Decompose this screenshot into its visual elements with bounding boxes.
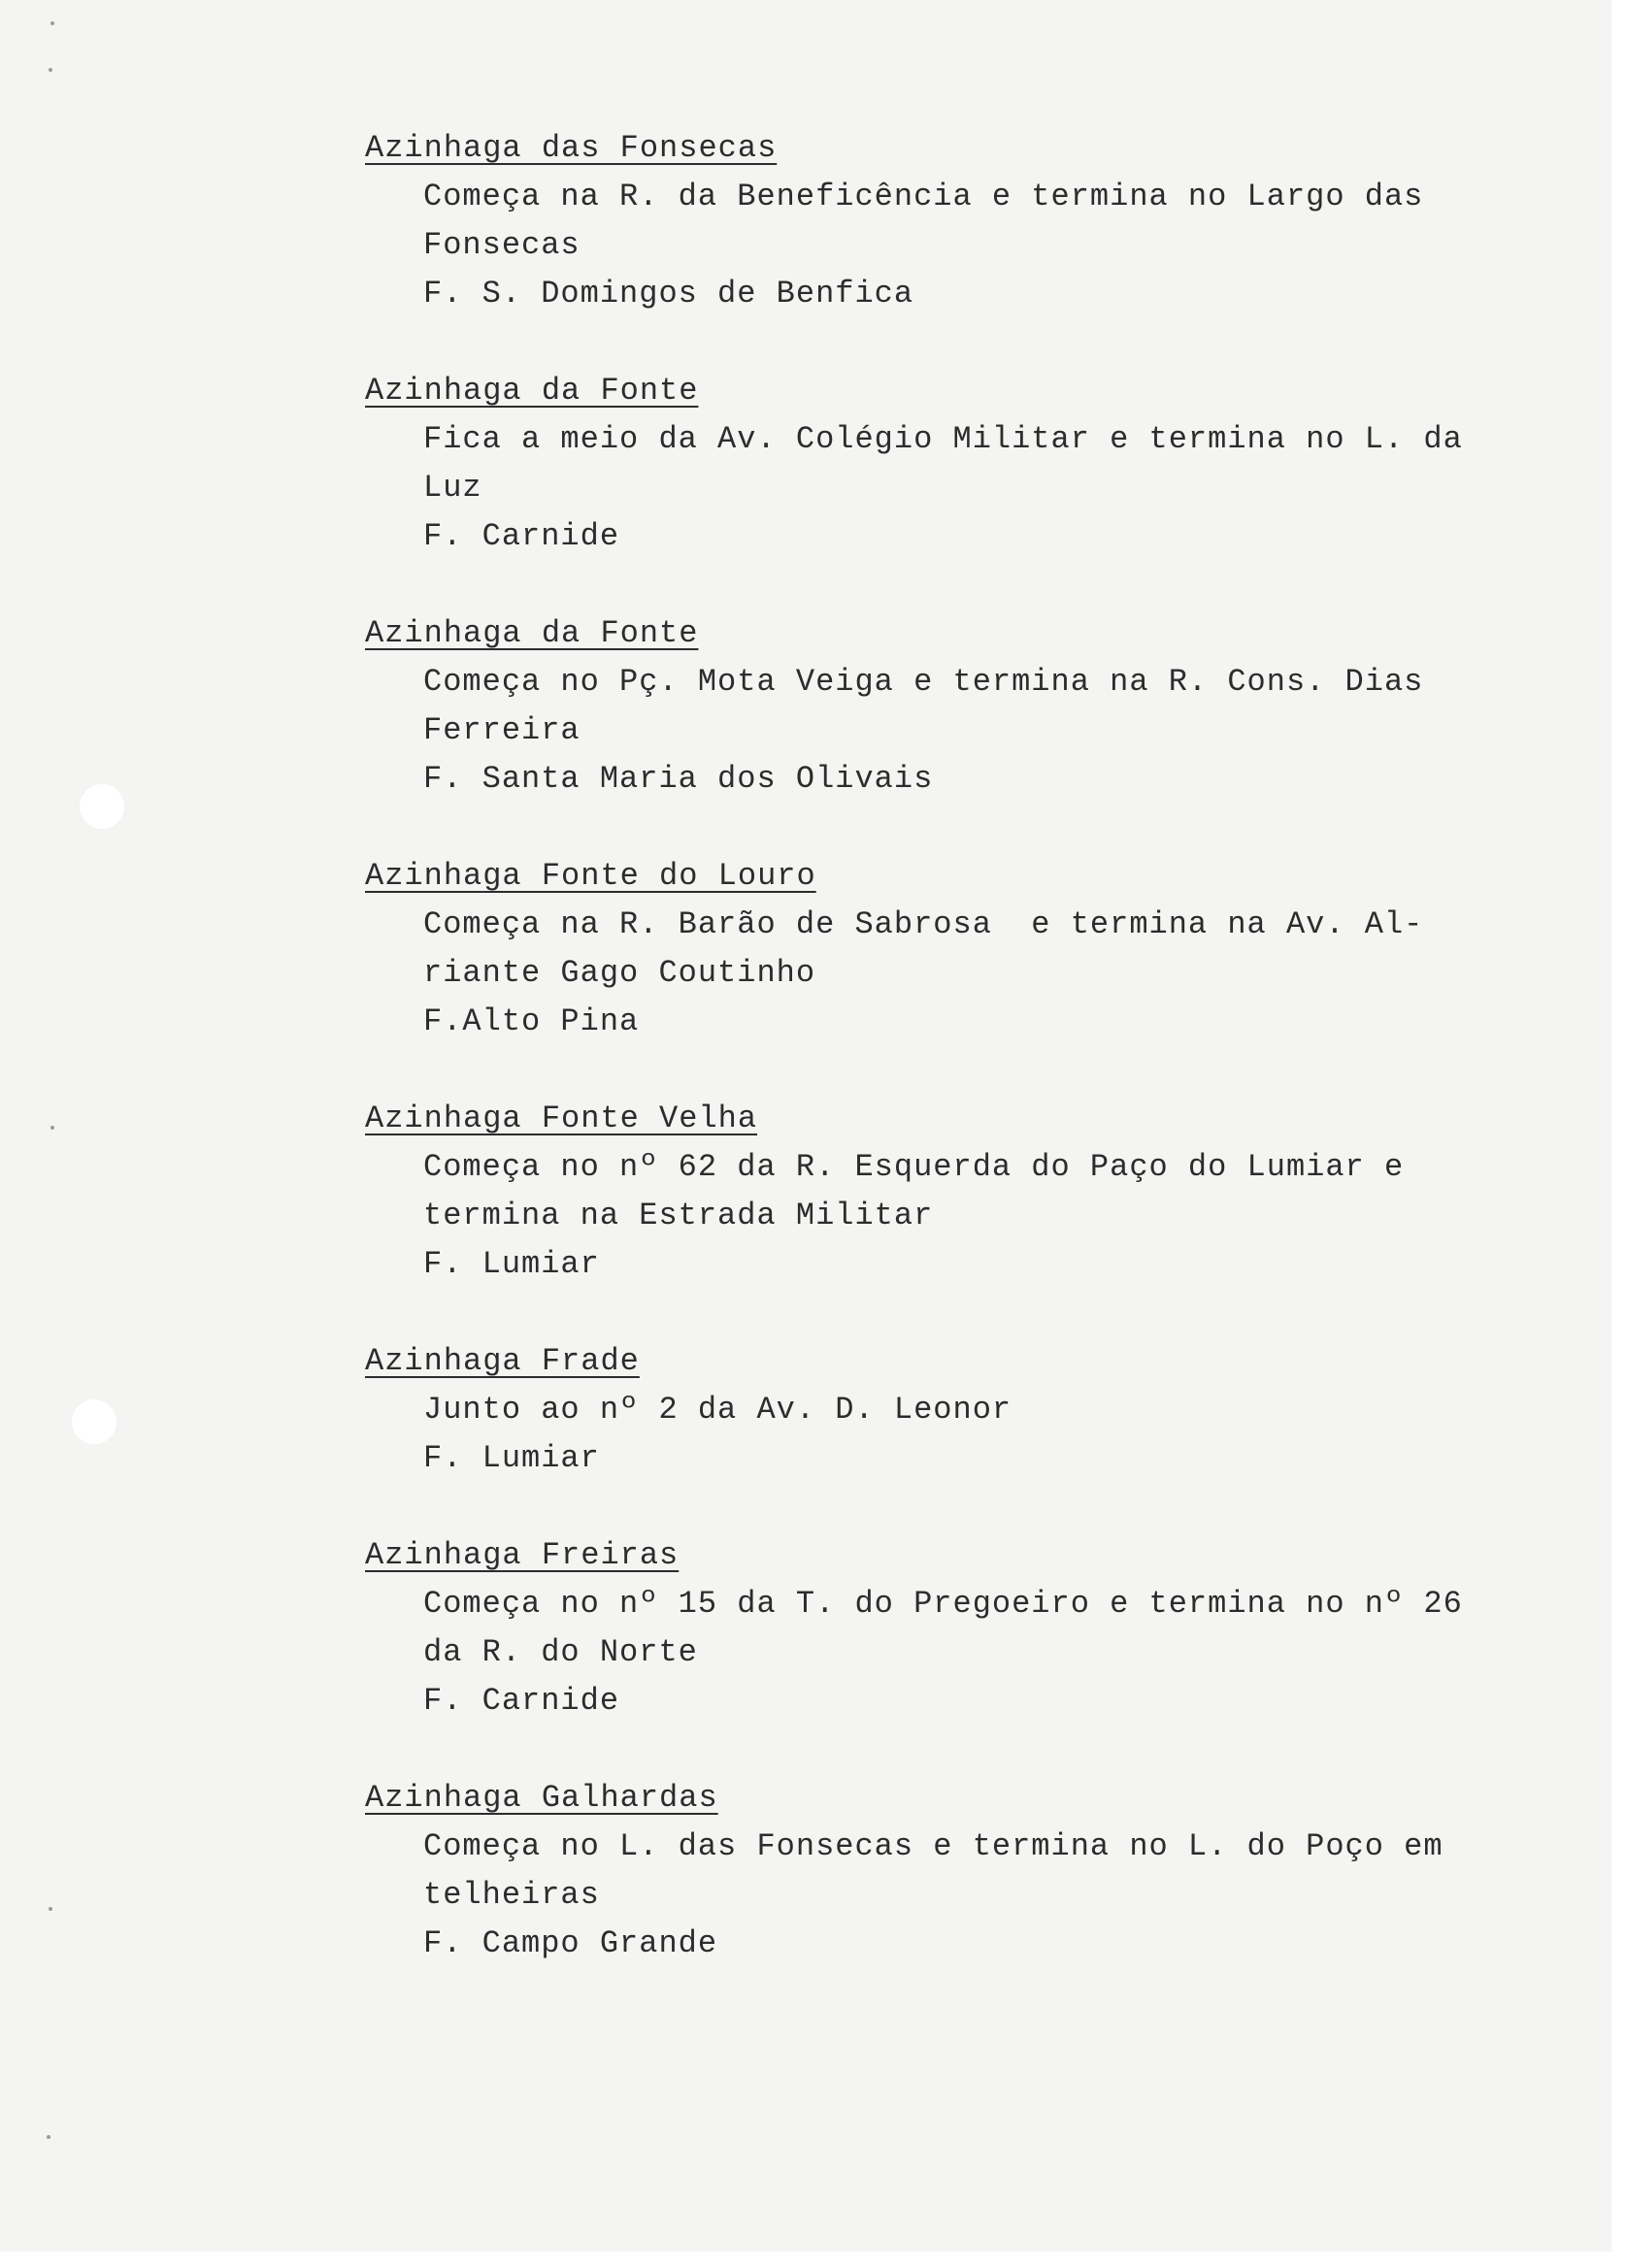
paper-speck — [50, 1126, 54, 1130]
entry-title: Azinhaga das Fonsecas — [365, 130, 778, 166]
entry-title: Azinhaga Fonte do Louro — [365, 858, 816, 894]
street-entry — [365, 1774, 1481, 1968]
entry-parish: F. Santa Maria dos Olivais — [423, 761, 934, 797]
street-entry-list — [365, 124, 1481, 2017]
entry-title: Azinhaga Fonte Velha — [365, 1101, 758, 1136]
paper-speck — [50, 21, 54, 25]
entry-body — [423, 415, 1481, 561]
street-entry — [365, 609, 1481, 804]
entry-title: Azinhaga da Fonte — [365, 373, 699, 409]
entry-parish: F. Carnide — [423, 518, 620, 554]
entry-description: Começa no Pç. Mota Veiga e termina na R. Cons. Dias Ferreira — [423, 664, 1443, 748]
entry-description: Começa no nº 15 da T. do Pregoeiro e termina no nº 26 da R. do Norte — [423, 1586, 1482, 1670]
entry-title: Azinhaga Freiras — [365, 1537, 680, 1573]
street-entry — [365, 1337, 1481, 1483]
paper-speck — [49, 1907, 52, 1911]
entry-parish: F. Campo Grande — [423, 1925, 718, 1961]
street-entry — [365, 852, 1481, 1046]
entry-description: Começa no L. das Fonsecas e termina no L. do Poço em telheiras — [423, 1828, 1463, 1913]
entry-parish: F. S. Domingos de Benfica — [423, 276, 914, 312]
street-entry — [365, 124, 1481, 318]
entry-body — [423, 901, 1481, 1046]
entry-description: Começa na R. da Beneficência e termina no Largo das Fonsecas — [423, 179, 1443, 263]
entry-parish: F.Alto Pina — [423, 1003, 640, 1039]
entry-parish: F. Lumiar — [423, 1440, 600, 1476]
punch-hole-lower — [72, 1399, 116, 1444]
entry-body — [423, 1386, 1481, 1483]
entry-body — [423, 1143, 1481, 1289]
entry-body — [423, 658, 1481, 804]
entry-title: Azinhaga Frade — [365, 1343, 640, 1379]
entry-title: Azinhaga da Fonte — [365, 615, 699, 651]
entry-body — [423, 1823, 1481, 1968]
street-entry — [365, 367, 1481, 561]
entry-description: Junto ao nº 2 da Av. D. Leonor — [423, 1392, 1012, 1428]
street-entry — [365, 1095, 1481, 1289]
entry-description: Começa na R. Barão de Sabrosa e termina na Av. Al- riante Gago Coutinho — [423, 906, 1443, 991]
entry-parish: F. Lumiar — [423, 1246, 600, 1282]
entry-body — [423, 1580, 1481, 1726]
paper-speck — [49, 68, 52, 72]
entry-parish: F. Carnide — [423, 1683, 620, 1719]
punch-hole-upper — [80, 784, 124, 829]
entry-description: Começa no nº 62 da R. Esquerda do Paço do Lumiar e termina na Estrada Militar — [423, 1149, 1424, 1233]
street-entry — [365, 1531, 1481, 1726]
entry-description: Fica a meio da Av. Colégio Militar e termina no L. da Luz — [423, 421, 1482, 506]
entry-body — [423, 173, 1481, 318]
paper-speck — [47, 2135, 50, 2139]
entry-title: Azinhaga Galhardas — [365, 1780, 718, 1816]
